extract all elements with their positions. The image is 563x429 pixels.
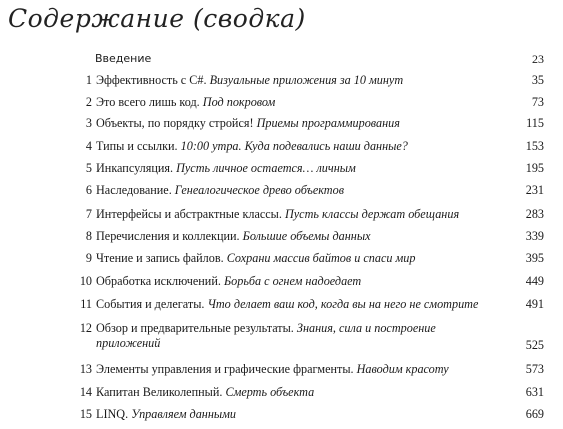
toc-intro-page: 23 — [532, 52, 544, 66]
toc-entry-subtitle: Приемы программирования — [256, 116, 400, 130]
toc-entry-text — [96, 207, 506, 222]
toc-entry-title: События и делегаты. — [96, 297, 205, 311]
toc-entry-number: 15 — [79, 407, 92, 421]
toc-entry-title: Элементы управления и графические фрагменты. — [96, 362, 354, 376]
toc-entry-title: LINQ. — [96, 407, 129, 421]
toc-entry-subtitle: Знания, сила и построение приложений — [96, 321, 436, 350]
toc-entry-title: Инкапсуляция. — [96, 161, 174, 175]
page-title: Содержание (сводка) — [8, 4, 306, 33]
toc-entry-text — [96, 161, 506, 176]
toc-entry-page: 395 — [525, 251, 544, 265]
toc-entry-page: 525 — [525, 338, 544, 352]
toc-entry-text — [96, 251, 506, 266]
toc-entry-number: 14 — [79, 385, 92, 399]
toc-entry-text — [96, 116, 506, 131]
toc-entry-text — [96, 297, 506, 312]
toc-entry-page: 35 — [531, 73, 544, 87]
toc-entry-subtitle: Большие объемы данных — [242, 229, 371, 243]
toc-entry-number: 2 — [85, 95, 92, 109]
toc-entry-number: 1 — [85, 73, 92, 87]
toc-entry-subtitle: Смерть объекта — [225, 385, 315, 399]
toc-entry-subtitle: Что делает ваш код, когда вы на него не смотрите — [207, 297, 479, 311]
toc-entry-page: 73 — [531, 95, 544, 109]
toc-entry-number: 3 — [85, 116, 92, 130]
toc-entry-text — [96, 229, 506, 244]
toc-entry-page: 491 — [525, 297, 544, 311]
toc-entry-text — [96, 139, 506, 154]
toc-entry-title: Капитан Великолепный. — [96, 385, 223, 399]
toc-entry-number: 10 — [79, 274, 92, 288]
toc-entry-page: 195 — [525, 161, 544, 175]
toc-entry-title: Чтение и запись файлов. — [96, 251, 224, 265]
toc-entry-text — [96, 274, 506, 289]
toc-entry-text — [96, 385, 506, 400]
toc-intro-label: Введение — [95, 52, 152, 65]
toc-entry-page: 449 — [525, 274, 544, 288]
toc-entry-number: 5 — [85, 161, 92, 175]
toc-entry-title: Типы и ссылки. — [96, 139, 178, 153]
toc-entry-subtitle: Пусть личное остается… личным — [176, 161, 356, 175]
toc-entry-title: Эффективность с C#. — [96, 73, 207, 87]
toc-entry-page: 339 — [525, 229, 544, 243]
toc-entry-title: Наследование. — [96, 183, 172, 197]
toc-entry-title: Интерфейсы и абстрактные классы. — [96, 207, 282, 221]
toc-entry-text — [96, 183, 506, 198]
toc-entry-title: Перечисления и коллекции. — [96, 229, 240, 243]
toc-entry-number: 6 — [85, 183, 92, 197]
toc-entry-page: 115 — [526, 116, 544, 130]
toc-entry-number: 11 — [80, 297, 92, 311]
toc-entry-subtitle: Борьба с огнем надоедает — [223, 274, 362, 288]
toc-entry-subtitle: Наводим красоту — [356, 362, 449, 376]
toc-entry-subtitle: Управляем данными — [131, 407, 237, 421]
toc-entry-number: 9 — [85, 251, 92, 265]
toc-entry-page: 231 — [525, 183, 544, 197]
toc-entry-text — [96, 321, 501, 351]
toc-entry-text — [96, 407, 506, 422]
toc-entry-page: 283 — [525, 207, 544, 221]
toc-entry-title: Объекты, по порядку стройся! — [96, 116, 254, 130]
toc-entry-title: Обработка исключений. — [96, 274, 221, 288]
toc-entry-number: 8 — [85, 229, 92, 243]
toc-entry-text — [96, 95, 506, 110]
toc-entry-text — [96, 73, 506, 88]
toc-entry-title: Это всего лишь код. — [96, 95, 200, 109]
toc-entry-text — [96, 362, 506, 377]
toc-intro-row — [0, 52, 563, 68]
toc-entry-page: 573 — [525, 362, 544, 376]
toc-entry-subtitle: Пусть классы держат обещания — [284, 207, 460, 221]
toc-entry-number: 4 — [85, 139, 92, 153]
toc-entry-number: 13 — [79, 362, 92, 376]
toc-entry-subtitle: Визуальные приложения за 10 минут — [209, 73, 404, 87]
toc-entry-page: 153 — [525, 139, 544, 153]
toc-entry-subtitle: Под покровом — [202, 95, 276, 109]
toc-entry-number: 12 — [79, 321, 92, 335]
toc-entry-subtitle: Сохрани массив байтов и спаси мир — [226, 251, 416, 265]
toc-entry-page: 631 — [525, 385, 544, 399]
toc-entry-title: Обзор и предварительные результаты. — [96, 321, 294, 335]
toc-entry-subtitle: Генеалогическое древо объектов — [174, 183, 344, 197]
toc-entry-number: 7 — [85, 207, 92, 221]
toc-entry-page: 669 — [525, 407, 544, 421]
toc-entry-subtitle: 10:00 утра. Куда подевались наши данные? — [180, 139, 408, 153]
